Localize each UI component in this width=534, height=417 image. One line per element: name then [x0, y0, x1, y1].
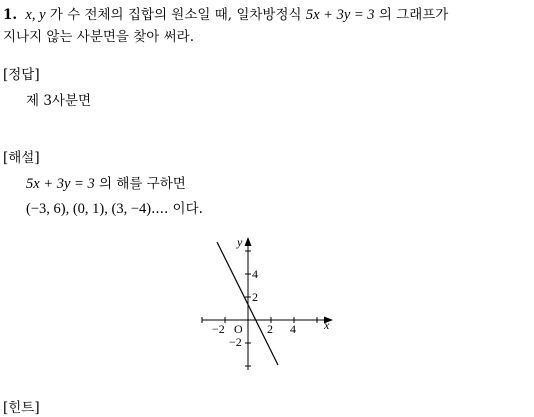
explanation-equation: 5x + 3y = 3: [26, 176, 95, 192]
problem-equation: 5x + 3y = 3: [305, 7, 375, 23]
hint-header: [힌트]: [3, 400, 40, 416]
problem-text-1: 가 수 전체의 집합의 원소일 때, 일차방정식: [45, 7, 306, 23]
problem-line-2: 지나지 않는 사분면을 찾아 써라.: [3, 29, 194, 45]
y-tick-label-4: 4: [252, 267, 258, 281]
explanation-text-1: 의 해를 구하면: [94, 176, 186, 192]
y-tick-label-2: 2: [252, 290, 258, 304]
y-tick-label-neg2: −2: [229, 335, 242, 349]
explanation-points: (−3, 6), (0, 1), (3, −4): [26, 201, 152, 217]
problem-text-2: 의 그래프가: [374, 7, 449, 23]
problem-number: 1.: [3, 7, 18, 23]
explanation-header: [해설]: [3, 150, 40, 166]
y-axis-label: y: [237, 235, 243, 249]
x-axis-label: x: [324, 318, 330, 332]
explanation-text-2: .... 이다.: [151, 201, 203, 217]
problem-variables: x, y: [25, 7, 46, 23]
x-tick-label-neg2: −2: [212, 322, 225, 336]
origin-label: O: [234, 322, 243, 336]
answer-text: 제 3사분면: [26, 93, 92, 109]
x-tick-label-4: 4: [290, 322, 296, 336]
x-tick-label-2: 2: [267, 322, 273, 336]
answer-header: [정답]: [3, 67, 40, 83]
y-axis-arrow: [245, 237, 252, 246]
